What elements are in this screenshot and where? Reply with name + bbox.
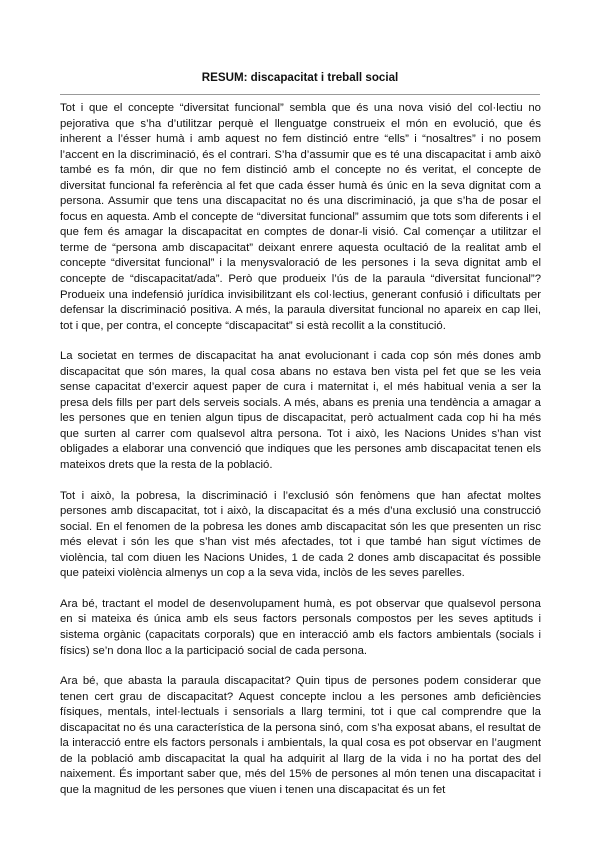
document-title: RESUM: discapacitat i treball social [201,71,399,84]
title-divider [60,94,540,95]
paragraph: Ara bé, tractant el model de desenvolupament humà, es pot observar que qualsevol persona en si mateixa és única amb els seus factors personals compostos per les seves aptituds i sistema orgànic (capacitats corporals) que en interacció amb els factors ambientals (socials i físics) se’n dona lloc a la participació social de cada persona. [60,597,541,657]
document-body [60,101,541,813]
paragraph: La societat en termes de discapacitat ha anat evolucionant i cada cop són més dones amb discapacitat que són mares, la qual cosa abans no estava ben vista pel fet que se les veia sense capacitat d’exercir aquest paper de cura i maternitat i, el més habitual venia a ser la presa dels fills per part dels serveis socials. A més, abans es prenia una tendència a amagar a les persones que en tenien algun tipus de discapacitat, però actualment cada cop hi ha més que surten al carrer com qualsevol altra persona. Tot i això, les Nacions Unides s’han vist obligades a elaborar una convenció que indiques que les persones amb discapacitat tenen els mateixos drets que la resta de la població. [60,350,541,472]
paragraph: Ara bé, que abasta la paraula discapacitat? Quin tipus de persones podem considerar que tenen cert grau de discapacitat? Aquest concepte inclou a les persones amb deficiències físiques, mentals, intel·lectuals i sensorials a llarg termini, tot i que cal comprendre que la discapacitat no és una característica de la persona sinó, com s’ha exposat abans, el resultat de la interacció entre els factors personals i ambientals, la qual cosa es pot observar en l’augment de la població amb discapacitat la qual ha adquirit al llarg de la vida i no ha portat des del naixement. És important saber que, més del 15% de persones al món tenen una discapacitat i que la magnitud de les persones que viuen i tenen una discapacitat és un fet [60,675,541,796]
paragraph: Tot i això, la pobresa, la discriminació i l’exclusió són fenòmens que han afectat moltes persones amb discapacitat, tot i això, la discapacitat és a més d’una exclusió una construcció social. En el fenomen de la pobresa les dones amb discapacitat són les que presenten un risc més elevat i són les que s’han vist més afectades, tot i que també han sigut víctimes de violència, tal com diuen les Nacions Unides, 1 de cada 2 dones amb discapacitat és possible que pateixi violència almenys un cop a la seva vida, inclòs de les seves parelles. [60,489,541,580]
paragraph: Tot i que el concepte “diversitat funcional” sembla que és una nova visió del col·lectiu no pejorativa que s’ha d’utilitzar perquè el llenguatge construeix el món en evolució, que és inherent a l’ésser humà i amb aquest no fem distinció entre “ells” i “nosaltres” i no posem l’accent en la discriminació, és el contrari. S’ha d’assumir que es té una discapacitat i amb això també es fa món, dir que no fem distinció amb el concepte no és veritat, el concepte de diversitat funcional fa referència al fet que cada ésser humà és únic en la seva dignitat com a persona. Assumir que tens una discapacitat no és una discriminació, ja que s’ha de posar el focus en aquesta. Amb el concepte de “diversitat funcional” assumim que tots som diferents i el que fem és amagar la discapacitat en comptes de donar-li visió. Cal començar a utilitzar el terme de “persona amb discapacitat” deixant enrere aquesta ocultació de la realitat amb el concepte “diversitat funcional” i la menysvaloració de les persones i la seva dignitat amb el concepte de “discapacitat/ada”. Però que produeix l’ús de la paraula “diversitat funcional”? Produeix una indefensió jurídica invisibilitzant els col·lectius, generant confusió i dificultats per defensar la discriminació positiva. A més, la paraula diversitat funcional no apareix en cap llei, tot i que, per contra, el concepte “discapacitat” si està recollit a la constitució. [60,102,541,332]
